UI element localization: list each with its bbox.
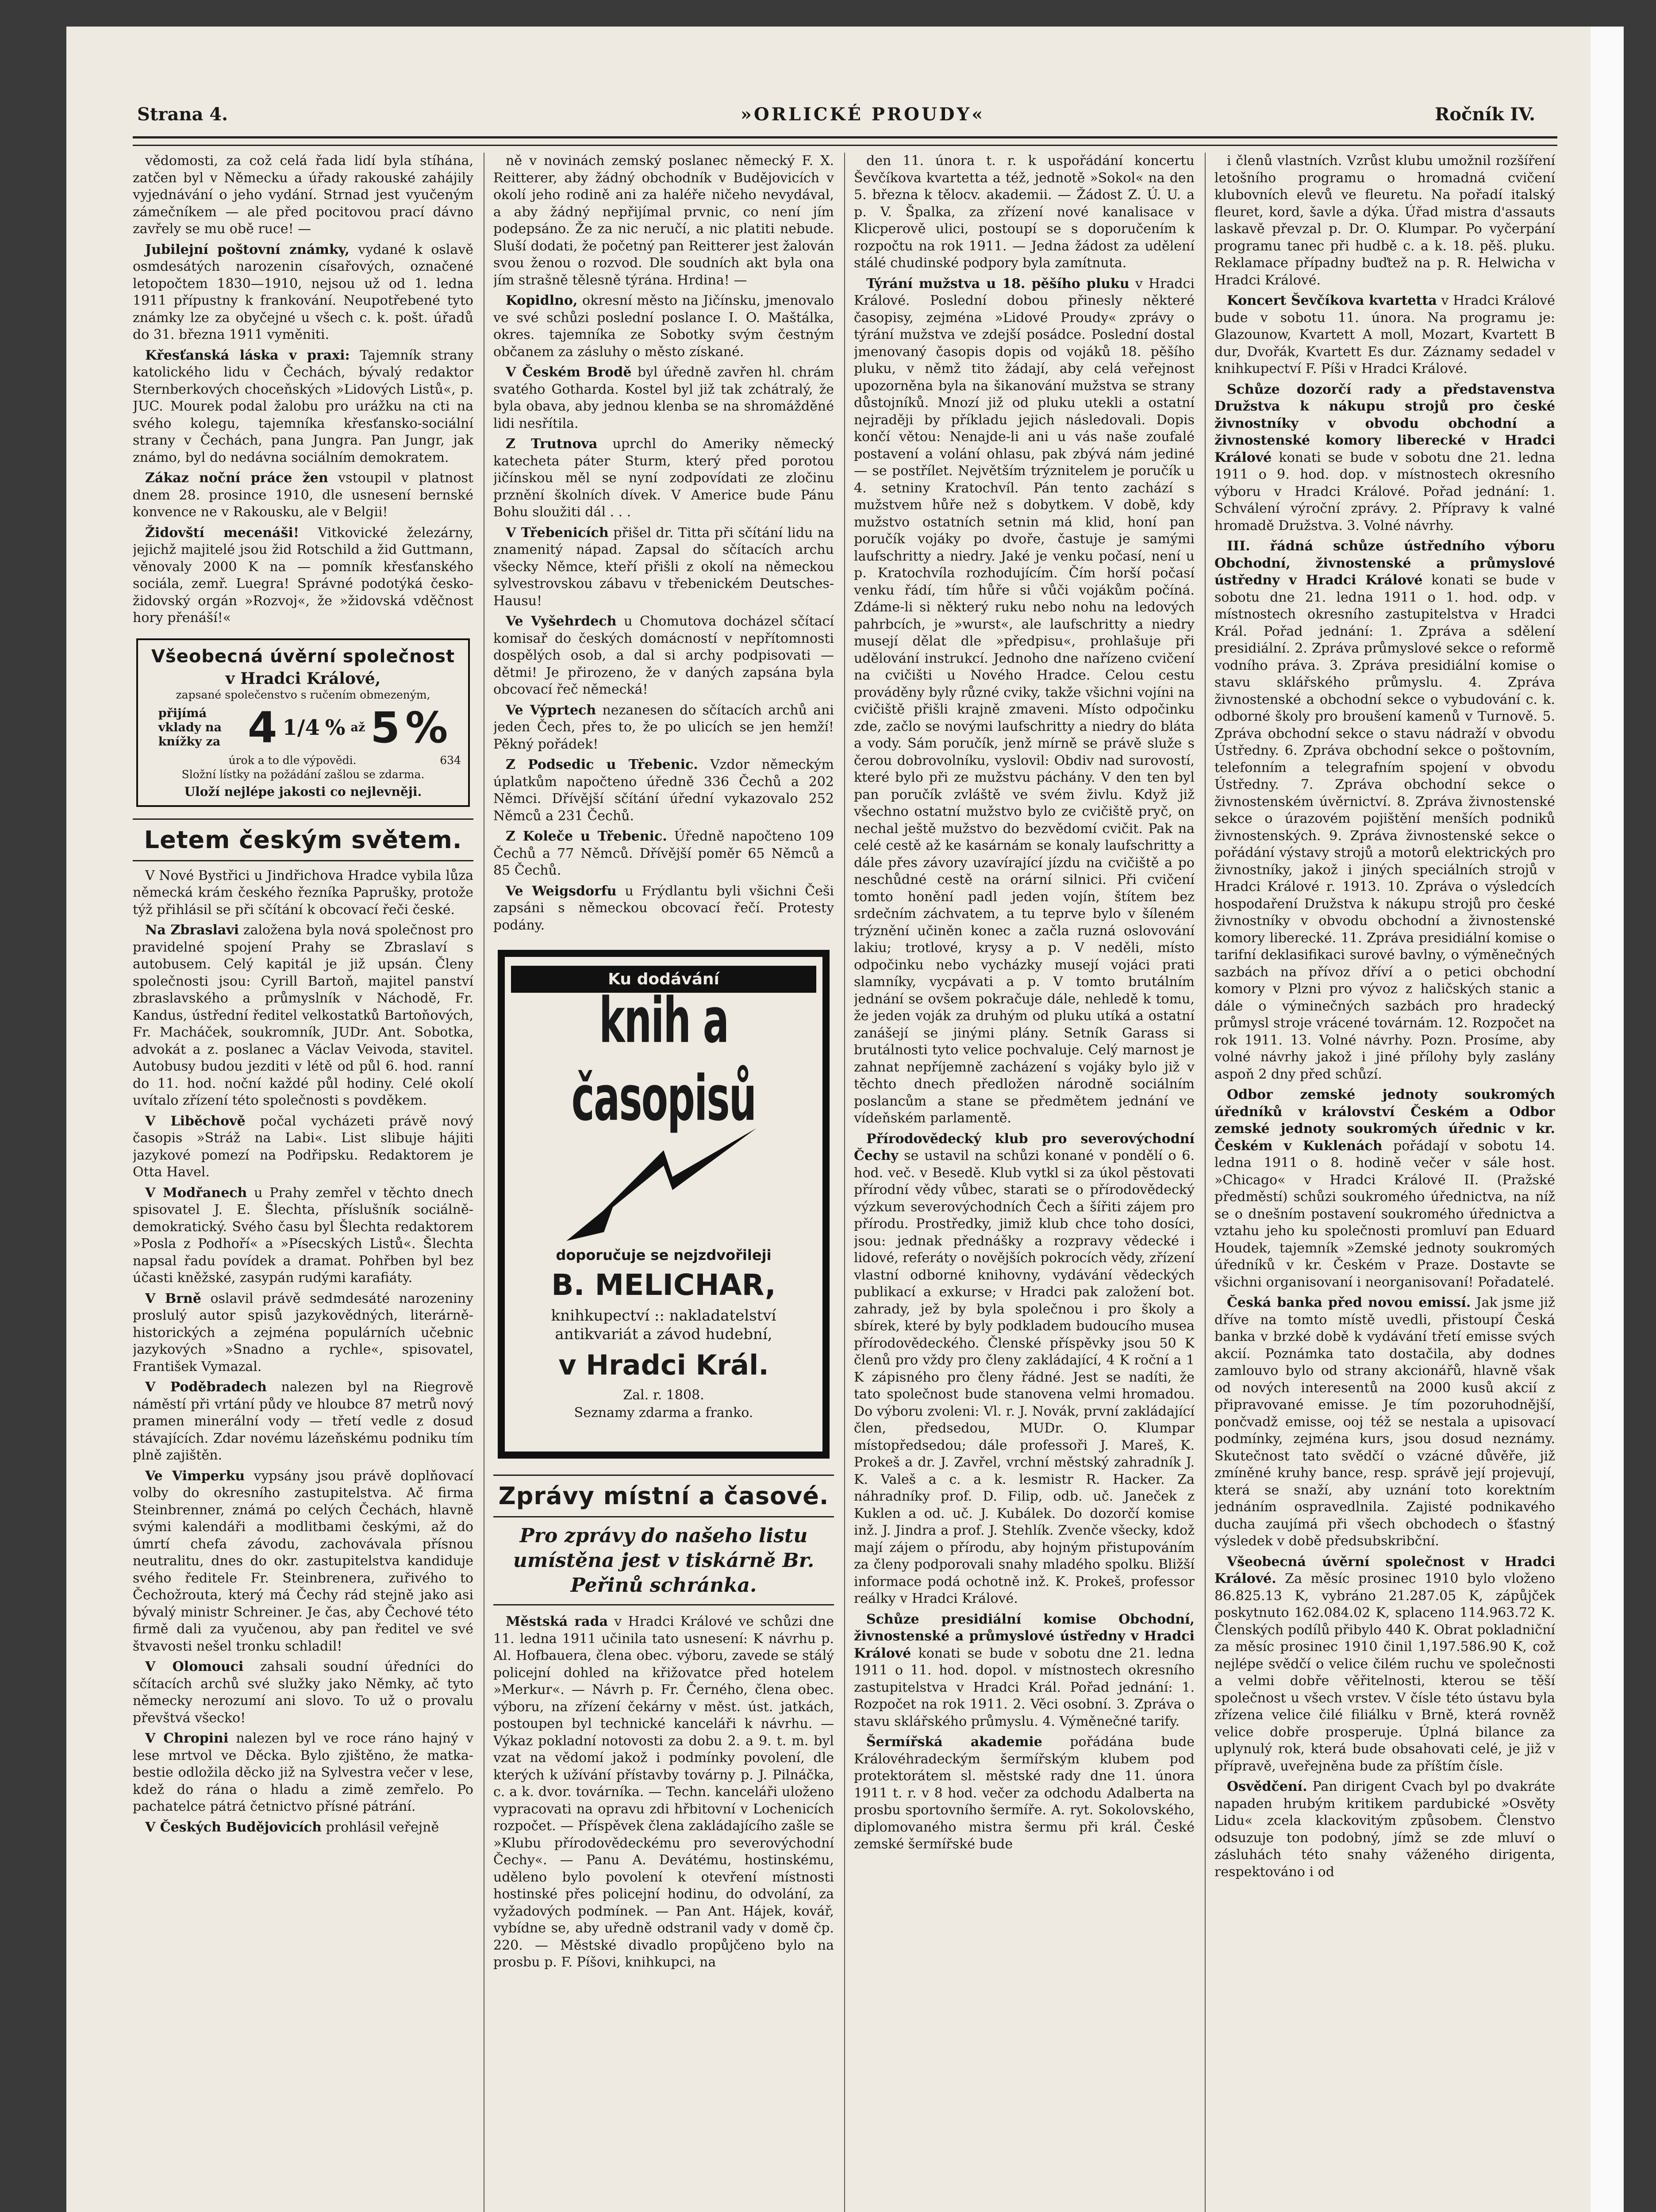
column-4 — [1214, 153, 1555, 2212]
news-paragraph — [1214, 1554, 1555, 1775]
interest-rate — [145, 703, 461, 753]
paragraph-text: v Hradci Králové bude v sobotu 11. února. Na programu je: Glazounow, Kvartett A moll, Mozart, Kvartett B dur, Dvořák, Kvartett Es dur. Záznamy sedadel v knihkupectví F. Píši v Hradci Králové. — [1214, 293, 1555, 376]
bank-ad-line1: zapsané společenstvo s ručením obmezeným, — [176, 688, 430, 701]
column-3-articles — [854, 153, 1195, 1853]
header-rule — [133, 136, 1557, 146]
column-2 — [493, 153, 834, 2212]
volume-number: Ročník IV. — [1435, 104, 1535, 125]
news-paragraph — [133, 242, 473, 344]
book-ad-bar: Ku dodávání — [511, 966, 816, 993]
paragraph-lead: Všeobecná úvěrní společnost v Hradci Králové. — [1214, 1554, 1555, 1586]
paragraph-text: u Prahy zemřel v těchto dnech spisovatel J. E. Šlechta, příslušník sociálně-demokratický. Svého času byl Šlechta redaktorem »Posla z Podhoří« a »Písecských Listů«. Šlechta napsal řadu povídek a dramat. Pohřben byl bez účasti kněžské, zasypán rudými karafiáty. — [133, 1185, 473, 1286]
book-ad-desc2: antikvariát a závod hudební, — [555, 1325, 772, 1343]
news-paragraph — [493, 613, 834, 699]
paragraph-text: Tajemník strany katolického lidu v Čechách, bývalý redaktor Sternberkových choceňských »Lidových Listů«, p. JUC. Mourek podal žalobu pro urážku na cti na svého kolegu, tajemníka křesťansko-sociální strany v Čechách, pana Jungra. Pan Jungr, jak známo, byl do nedávna sociálním demokratem. — [133, 347, 473, 465]
bookshop-advertisement — [498, 950, 830, 1459]
paragraph-lead: Kopidlno, — [506, 293, 578, 308]
paragraph-lead: Z Podsedic u Třebenic. — [506, 757, 698, 772]
news-paragraph — [133, 1113, 473, 1181]
paragraph-text: Pan dirigent Cvach byl po dvakráte napaden hrubým kritikem pardubické »Osvěty Lidu« zcela klackovitým způsobem. Členstvo odsuzuje ton podobný, jímž se zde mluví o zásluhách této snahy váženého dirigenta, respektováno i od — [1214, 1779, 1555, 1880]
news-paragraph — [493, 525, 834, 610]
paragraph-text: pořádána bude Královéhradeckým šermířským klubem pod protektorátem sl. městské rady dne 11. února 1911 t. r. v 8 hod. večer za odchodu Adalberta na prosbu sportovního šermíře. A. ryt. Sokolovského, diplomovaného mistra šermu při král. České zemské šermířské bude — [854, 1734, 1195, 1852]
paragraph-lead: Schůze presidiální komise Obchodní, živnostenské a průmyslové ústředny v Hradci Králové — [854, 1611, 1195, 1661]
paragraph-text: zahsali soudní úředníci do sčítacích archů své služky jako Němky, ač tyto německy nerozumí ani slovo. To už o provalu převštvá všecko! — [133, 1659, 473, 1726]
paragraph-text: Za měsíc prosinec 1910 bylo vloženo 86.825.13 K, vybráno 21.287.05 K, zápůjček poskytnuto 162.084.02 K, splaceno 114.963.72 K. Členských podílů přibylo 440 K. Obrat pokladniční za měsíc prosinec 1910 činil 1,197.586.90 K, což nejlépe svědčí o velice čilém ruchu ve společnosti a velmi dobře věřitelnosti, kterou se těší společnost u všech vrstev. V čísle této ústavu byla zřízena velice čilé filiálku v Brně, která rovněž velice dobře prosperuje. Úplná bilance za uplynulý rok, která bude obsahovati celé, je již v přípravě, uveřejněna bude za příštím čísle. — [1214, 1571, 1555, 1774]
page-number: Strana 4. — [137, 104, 228, 125]
rate-to-pct: % — [405, 703, 448, 753]
paragraph-lead: Koncert Ševčíkova kvartetta — [1227, 293, 1437, 308]
paragraph-text: vydané k oslavě osmdesátých narozenin císařových, označené letopočtem 1830—1910, nejsou už od 1. ledna 1911 přípustny k frankování. Neupotřebené tyto známky lze za obyčejné u všech c. k. pošt. úřadů do 31. března 1911 vyměniti. — [133, 242, 473, 342]
paragraph-text: nalezen byl na Riegrově náměstí při vrtání půdy ve hloubce 87 metrů nový pramen minerální vody — třetí vedle z dosud stávajících. Zdar novému lázeňskému podniku tím plně zajištěn. — [133, 1379, 473, 1463]
news-paragraph — [493, 702, 834, 753]
masthead-title: »ORLICKÉ PROUDY« — [740, 104, 985, 125]
paragraph-lead: V Modřanech — [145, 1185, 247, 1201]
news-paragraph — [1214, 1294, 1555, 1550]
paragraph-text: byl úředně zavřen hl. chrám svatého Gotharda. Kostel byl již tak zchátralý, že byla obava, aby jednou klenba se na shromážděné lidi nesřítila. — [493, 365, 834, 431]
paragraph-lead: Jubilejní poštovní známky, — [145, 242, 350, 257]
newspaper-page — [66, 27, 1624, 2212]
column-4-articles — [1214, 153, 1555, 1881]
news-paragraph — [133, 1290, 473, 1376]
news-paragraph — [133, 1185, 473, 1287]
news-paragraph — [133, 1379, 473, 1464]
paragraph-text: Úředně napočteno 109 Čechů a 77 Němců. Dřívější poměr 65 Němců a 85 Čechů. — [493, 829, 834, 878]
paragraph-text: V Nové Bystřici u Jindřichova Hradce vybila lůza německá krám českého řezníka Paprušky, protože týž přihlásil se při sčítání k obcovací řeči české. — [133, 868, 473, 918]
news-paragraph — [133, 525, 473, 627]
paragraph-lead: Ve Vyšehrdech — [506, 614, 617, 629]
paragraph-lead: V Českém Brodě — [506, 365, 632, 380]
paragraph-lead: Ve Vimperku — [145, 1468, 245, 1484]
paragraph-text: nezanesen do sčítacích archů ani jeden Čech, přes to, že po ulicích se jen hemží! Pěkný pořádek! — [493, 702, 834, 752]
news-paragraph — [1214, 292, 1555, 378]
paragraph-text: Jak jsme již dříve na tomto místě uvedli, přistoupí Česká banka v brzké době k vydávání třetí emisse svých akcií. Poznámka tato dostačila, aby dodnes zamlouvo bylo od strany akcionářů, hlavně však od nových interesentů na 2000 kusů akcií z připravované emisse. Je tím pozoruhodnější, pončvadž emisse, ooj též se nestala a upisovací podmínky, zejména kurs, jsou dosud neznámy. Skutečnost tato svědčí o vzácné důvěře, již zmíněné kruhy bance, resp. správě její projevují, která se snaží, aby uznání toto korektním jednáním ospravedlnila. Zajisté podnikavého ducha zaujímá při všech obchodech o šťastný výsledek v době předsubskribční. — [1214, 1295, 1555, 1549]
paragraph-lead: III. řádná schůze ústředního výboru Obchodní, živnostenské a průmyslové ústředny v Hradci Králové — [1214, 538, 1555, 588]
paragraph-text: počal vycházeti právě nový časopis »Stráž na Labi«. List slibuje hájiti jazykové pomezí na Podřipsku. Redaktorem je Otta Havel. — [133, 1113, 473, 1180]
paragraph-lead: Městská rada — [506, 1614, 608, 1629]
paper-edge — [1591, 27, 1624, 2212]
paragraph-lead: Židovští mecenáši! — [145, 525, 300, 541]
book-ad-founded: Zal. r. 1808. — [623, 1387, 704, 1403]
rate-pct: % — [325, 715, 346, 740]
column-3 — [854, 153, 1195, 2212]
paragraph-lead: V Liběchově — [145, 1113, 246, 1129]
rate-from: 4 — [247, 703, 277, 753]
bank-ad-city: v Hradci Králové, — [225, 669, 381, 688]
paragraph-lead: Týrání mužstva u 18. pěšího pluku — [866, 276, 1130, 292]
paragraph-text: konati se bude v sobotu dne 21. ledna 1911 o 1. hod. odp. v místnostech okresního zastupitelstva v Hradci Král. Pořad jednání: 1. Zpráva a sdělení presidiální. 2. Zpráva průmyslové sekce o reformě vodního práva. 3. Zpráva presidiální komise o stavu sklářského průmyslu. 4. Zpráva živnostenské a obchodní sekce o vybudování c. k. odborné školy pro broušení kamenů v Turnově. 5. Zpráva obchodní sekce o stavu nádraží v obvodu Ústředny. 6. Zpráva obchodní sekce o poštovním, telefonním a telegrafním spojení v obvodu Ústředny. 7. Zpráva obchodní sekce o živnostenském úvěrnictví. 8. Zpráva živnostenské sekce o úrazovém pojištění menších podniků živnostenských. 9. Zpráva živnostenské sekce o pořádání výstavy strojů a motorů elektrických pro živnostníky, jakož i jiných speciálních strojů v Hradci Králové r. 1913. 10. Zpráva o výsledcích hospodaření Družstva k nákupu strojů pro české živnostníky v obvodu obchodní a živnostenské komory liberecké. 11. Zpráva presidiální komise o tarifní deklasifikaci surové bavlny, o výměnečných sazbách na přívoz dříví a o petici obchodní komory v Plzni pro vývoz z haličských stanic a dále o výminečných sazbách pro hradecký průmysl stroje vrácené továrnám. 12. Rozpočet na rok 1911. 13. Volné návrhy. Pozn. Prosíme, aby volné návrhy jakož i jiné přílohy byly zaslány aspoň 2 dny před schůzí. — [1214, 572, 1555, 1082]
paragraph-text: ně v novinách zemský poslanec německý F. X. Reitterer, aby žádný obchodník v Budějovicích v okolí jeho rodině ani za haléře ničeho nevydával, a aby žádný nepřijímal prvnic, co není jím podepsáno. Že za nic neručí, a nic platiti nebude. Sluší dodati, že početný pan Reitterer jest žalován svou ženou o rozvod. Dle soudních akt byla ona jím strašně tělesně týrána. Hrdina! — — [493, 153, 834, 288]
paragraph-lead: V Chropini — [145, 1731, 229, 1746]
news-paragraph — [854, 276, 1195, 1127]
paragraph-lead: Česká banka před novou emissí. — [1227, 1295, 1471, 1310]
news-paragraph — [493, 883, 834, 934]
paragraph-text: Vitkovické železárny, jejichž majitelé jsou žid Rotschild a žid Guttmann, věnovaly 2000 K na — pomník křesťanského sociála, zemř. Luegra! Správné podotýká česko-židovský orgán »Rozvoj«, že »židovská vděčnost hory přenáší!« — [133, 525, 473, 626]
book-ad-headline: knih a časopisů — [571, 984, 756, 1135]
book-ad-catalog: Seznamy zdarma a franko. — [574, 1405, 753, 1421]
paragraph-text: pořádají v sobotu 14. ledna 1911 o 8. hodině večer v sále host. »Chicago« v Hradci Králové II. (Pražské předměstí) schůzi soukromého úřednictva, na níž se o dnešním postavení soukromého úřednictva a vztahu jeho ku společnosti promluví pan Eduard Houdek, tajemník »Zemské jednoty soukromých úředníků v kr. Českém v Praze. Dostavte se všichni organisovaní i neorganisovaní! Pořadatelé. — [1214, 1138, 1555, 1290]
paragraph-text: v Hradci Králové. Poslední dobou přinesly některé časopisy, zejména »Lidové Proudy« zprávy o týrání mužstva ve zdejší posádce. Poslední dostal jmenovaný časopis dopis od vojáků 18. pěšího pluku, v němž tito žádají, aby celá veřejnost upozorněna byla na šikanování mužstva se strany důstojníků. Mnozí již od pluku utekli a ostatní nejraději by příkladu jejich následovali. Dopis končí větou: Nenajde-li ani u vás naše zoufalé postavení a volání ohlasu, pak zbývá nám jediné — se postřílet. Největším trýznitelem je poručík u 4. setniny Kratochvíl. Pán tento zachází s mužstvem hůře než s dobytkem. V době, kdy mužstvo ostatních setnin má klid, honí pan poručík vojáky po dvoře, častuje je samými laufschritty a niedry. Jaké je venku počasí, není u p. Kratochvíla rozhodujícím. Čím horší počasí venku řádí, tím hůře si vůči vojákům počíná. Zdáme-li si některý ruku nebo nohu na ledových pahrbcích, je »wurst«, ale laufschritty a niedry musejí dělat dle »předpisu«, prohlašuje při udělování instrukcí. Jednoho dne nařízeno cvičení na cvičišti u Nového Hradce. Celou cestu prováděny byly různé cviky, takže všichni vojíni na cvičiště přišli krajně zmaveni. Místo odpočinku zde, začlo se novými laufschritty a niedry do bláta a vody. Sám poručík, jenž mírně se právě služe s čerou dobrovolníku, vyslovil: Obdiv nad surovostí, které bylo při ze mužstvu páchány. V den ten byl pan poručík zvláště ve svém živlu. Když již všechno ostatní mužstvo bylo ze cvičiště pryč, on nechal ještě mužstvo do bezvědomí cvičit. Pak na celé cestě až ke kasárnám se konaly laufschritty a dále přes závory uzavírající jízdu na cvičiště a po neschůdné cestě na orární silnici. Při cvičení tomto honění padl jeden vojín, štítem bez srdečním záchvatem, a tu teprve bylo v šíleném trýznění učiněn konec a začla ruzná oslovování lakiu; trotlové, krysy a p. V neděli, místo odpočinku nebo vycházky musejí vojáci prati slamníky, vycpávati a p. V tomto brutálním jednání se ovšem pokračuje dále, nehledě k tomu, že jeden voják za druhým od pluku utíká a ostatní zanášejí se jinými plány. Setník Garass si brutálnosti tyto velice pochvaluje. Celý marnost je zahnat nepříjemně zacházení s vojáky bylo již v těchto dnech předložen národně sociálním poslancům a stane se předmětem jednání ve vídeňském parlamentě. — [854, 276, 1195, 1126]
paragraph-lead: V Českých Budějovicích — [145, 1819, 322, 1835]
paragraph-lead: Odbor zemské jednoty soukromých úředníků v království Českém a Odbor zemské jednoty soukromých úřednic v kr. Českém v Kuklenách — [1214, 1087, 1555, 1154]
paragraph-lead: Na Zbraslavi — [145, 922, 239, 938]
paragraph-lead: Ve Výprtech — [506, 702, 596, 718]
column-1-articles — [133, 153, 473, 627]
bank-ad-motto: Uloží nejlépe jakosti co nejlevněji. — [184, 784, 422, 799]
book-ad-city: v Hradci Král. — [558, 1349, 769, 1381]
paragraph-lead: Zákaz noční práce žen — [145, 470, 328, 486]
paragraph-text: okresní město na Jičínsku, jmenovalo ve své schůzi poslední poslance I. O. Maštálka, okres. tajemníka ze Sobotky svým čestným občanem za zásluhy o město získané. — [493, 293, 834, 360]
news-paragraph — [133, 1819, 473, 1836]
book-ad-desc1: knihkupectví :: nakladatelství — [551, 1307, 776, 1325]
news-paragraph — [133, 1468, 473, 1655]
paragraph-text: konati se bude v sobotu dne 21. ledna 1911 o 9. hod. dop. v místnostech okresního výboru v Hradci Králové. Pořad jednání: 1. Schválení výroční zprávy. 2. Přípravy k valné hromadě Družstva. 3. Volné návrhy. — [1214, 449, 1555, 534]
news-paragraph — [854, 1131, 1195, 1608]
column-2-local-news — [493, 1613, 834, 1971]
bank-ad-terms: úrok a to dle výpovědi. — [228, 753, 357, 767]
rate-fraction: 1/4 — [282, 715, 320, 740]
paragraph-text: Vzdor německým úplatkům napočteno úředně 336 Čechů a 202 Němci. Dřívější sčítání úřední vykazovalo 252 Němců a 231 Čechů. — [493, 757, 834, 824]
paragraph-text: v Hradci Králové ve schůzi dne 11. ledna 1911 učinila tato usnesení: K návrhu p. Al. Hofbauera, člena obec. výboru, zavede se stálý policejní dohled na křižovatce před hotelem »Merkur«. — Návrh p. Fr. Černého, člena obec. výboru, na zřízení čekárny v měst. úst. jatkách, postoupen byl technické kanceláři k návrhu. — Výkaz pokladní notovosti za dobu 2. a 9. t. m. byl vzat na vědomí jakož i podmínky povolení, dle kterých k užívání přístavby továrny p. J. Pilnáčka, c. a k. dvor. továrníka. — Techn. kanceláři uloženo vypracovati na opravu zdi hřbitovní v Lochenicích rozpočet. — Příspěvek člena zakládajícího zašle se »Klubu přírodovědeckému pro severovýchodní Čechy«. — Panu A. Devátému, hostinskému, uděleno bylo povolení k otevření místnosti hostinské přes policejní hodinu, do odvolání, za vyžadových podmínek. — Pan Ant. Hájek, kovář, vybídne se, aby uředně odstranil vady v domě čp. 220. — Městské divadlo propůjčeno bylo na prosbu p. F. Píšovi, knihkupci, na — [493, 1614, 834, 1970]
rate-to: 5 — [370, 703, 400, 753]
paragraph-text: vypsány jsou právě doplňovací volby do okresního zastupitelstva. Ač firma Steinbrenner, známá po celých Čechách, hlavně svými kalendáři a modlitbami českými, až do úmrtí chefa závodu, zachovávala přísnou neutralitu, dnes do okr. zastupitelstva kandiduje svého ředitele Fr. Steinbrenera, zuřivého to Čechožrouta, který má Čechy rád stejně jako asi bývalý ministr Schreiner. Je čas, aby Čechové této firmě dali za vyučenou, aby pan ředitel ve své štvavosti nešel tronku schladil! — [133, 1468, 473, 1654]
news-paragraph — [133, 1730, 473, 1816]
column-2-articles — [493, 153, 834, 934]
paragraph-text: prohlásil veřejně — [321, 1819, 439, 1835]
news-paragraph — [854, 153, 1195, 272]
bank-ad-line3: Složní lístky na požádání zašlou se zdarma. — [181, 768, 425, 781]
news-paragraph — [1214, 381, 1555, 535]
paragraph-text: přišel dr. Titta při sčítání lidu na znamenitý nápad. Zapsal do sčítacích archu všecky Němce, kteří přišli z okolí na německou sylvestrovskou zábavu v třebenickém Deutsches-Hausu! — [493, 525, 834, 609]
news-paragraph — [854, 1611, 1195, 1731]
paragraph-text: den 11. února t. r. k uspořádání koncertu Ševčíkova kvartetta a též, jednotě »Sokol« na den 5. března k tělocv. akademii. — Žádost Z. Ú. U. a p. V. Špalka, za zřízení nové kanalisace v Klicperově ulici, postoupí se s doporučením k rozpočtu na rok 1911. — Jedna žádost za udělení stálé chudinské podpory byla zamítnuta. — [854, 153, 1195, 271]
news-paragraph — [854, 1734, 1195, 1853]
paragraph-lead: Křesťanská láska v praxi: — [145, 347, 350, 363]
book-ad-recommend: doporučuje se nejzdvořileji — [556, 1247, 772, 1263]
paragraph-lead: Z Trutnova — [506, 436, 598, 452]
bank-ad-line2 — [145, 753, 461, 768]
mailbox-notice: Pro zprávy do našeho listu umístěna jest v tiskárně Br. Peřinů schránka. — [493, 1524, 834, 1605]
column-1-news — [133, 868, 473, 1836]
paragraph-text: uprchl do Ameriky německý katecheta páter Sturm, který před porotou jičínskou měl se nyní zodpovídati ze zločinu prznění školních dívek. V Americe bude Pánu Bohu sloužiti dál . . . — [493, 436, 834, 520]
news-paragraph — [493, 153, 834, 289]
news-paragraph — [133, 1659, 473, 1727]
paragraph-text: nalezen byl ve roce ráno hajný v lese mrtvol ve Děcka. Bylo zjištěno, že matka-bestie odložila děcko již na Sylvestra večer v lese, kdež do rána o hladu a zimě zemřelo. Po pachatelce pátrá četnictvo přísné pátrání. — [133, 1731, 473, 1814]
paragraph-lead: Z Koleče u Třebenic. — [506, 829, 667, 844]
news-paragraph — [493, 436, 834, 521]
news-paragraph — [1214, 1778, 1555, 1881]
paragraph-lead: Schůze dozorčí rady a představenstva Družstva k nákupu strojů pro české živnostníky v obvodu obchodní a živnostenské komory liberecké v Hradci Králové — [1214, 381, 1555, 465]
bank-advertisement — [136, 638, 470, 807]
paragraph-lead: Šermířská akademie — [866, 1734, 1042, 1750]
news-paragraph — [493, 1613, 834, 1971]
news-paragraph — [133, 922, 473, 1110]
paragraph-lead: Přírodovědecký klub pro severovýchodní Čechy — [854, 1131, 1195, 1164]
news-paragraph — [1214, 538, 1555, 1083]
news-paragraph — [493, 757, 834, 825]
news-paragraph — [493, 828, 834, 879]
paragraph-text: konati se bude v sobotu dne 21. ledna 1911 o 11. hod. dopol. v místnostech okresního zastupitelstva v Hradci Král. Pořad jednání: 1. Rozpočet na rok 1911. 2. Věci osobní. 3. Zpráva o stavu sklářského průmyslu. 4. Výměnečné tarify. — [854, 1645, 1195, 1729]
paragraph-lead: Ve Weigsdorfu — [506, 883, 617, 899]
paragraph-text: u Frýdlantu byli všichni Češi zapsáni s německou obcovací řečí. Protesty podány. — [493, 883, 834, 933]
bank-ad-ref: 634 — [440, 753, 461, 767]
column-1 — [133, 153, 473, 2212]
rate-mid: až — [350, 720, 365, 734]
bank-ad-accept: přijímá vklady na knížky za — [158, 706, 222, 749]
columns — [133, 153, 1571, 2212]
news-paragraph — [133, 347, 473, 467]
book-ad-name: B. MELICHAR, — [551, 1268, 776, 1302]
bank-ad-title: Všeobecná úvěrní společnost — [151, 646, 455, 667]
paragraph-text: u Chomutova docházel sčítací komisař do českých domácností v nepřítomnosti dospělých osob, a dal si archy podpisovati — dětmi! Je přirozeno, že v daných zapsána byla obcovací řeč německá! — [493, 614, 834, 697]
news-paragraph — [133, 153, 473, 238]
paragraph-lead: V Brně — [145, 1290, 201, 1306]
news-paragraph — [133, 868, 473, 919]
paragraph-lead: V Poděbradech — [145, 1379, 267, 1395]
news-paragraph — [1214, 1087, 1555, 1291]
paragraph-text: i členů vlastních. Vzrůst klubu umožnil rozšíření letošního programu o hromadná cvičení klubovních elevů ve fleuretu. Na pořadí italský fleuret, kord, šavle a dýka. Úřad mistra d'assauts laskavě převzal p. Dr. O. Klumpar. Po vyčerpání programu tanec při hudbě c. a k. 18. pěš. pluku. Reklamace případny buďtež na p. R. Helwicha v Hradci Králové. — [1214, 153, 1555, 288]
paragraph-lead: Osvědčení. — [1227, 1779, 1307, 1794]
paragraph-lead: V Třebenicích — [506, 525, 609, 541]
paragraph-text: založena byla nová společnost pro pravidelné spojení Prahy se Zbraslaví s autobusem. Celý kapitál je již upsán. Členy společnosti jsou: Cyrill Bartoň, majitel panství zbraslavského a průmyslník v Náchodě, Fr. Kandus, ústřední ředitel velkostatků Bartoňových, Fr. Macháček, soukromník, JUDr. Ant. Sobotka, advokát a z. poslanec a Václav Veivoda, stavitel. Autobusy budou jezditi v létě od půl 6. hod. ranní do 11. hod. noční každé půl hodiny. Celé okolí uvítalo zřízení této společnosti s povděkem. — [133, 922, 473, 1108]
news-paragraph — [493, 364, 834, 432]
news-paragraph — [493, 292, 834, 361]
paragraph-text: se ustavil na schůzi konané v pondělí o 6. hod. več. v Besedě. Klub vytkl si za úkol pěstovati přírodní vědy vůbec, starati se o přírodovědecký výzkum severovýchodních Čech a šířiti zájem pro přírodu. Prostředky, jimiž klub chce toho dosíci, jsou: jednak přednášky a rozpravy vědecké i lidové, referáty o novějších pokrocích vědy, zřízení vlastní odborné knihovny, vydávání vědeckých publikací a exkurse; v Hradci pak založení bot. zahrady, jež by byla společnou i pro školy a sbírek, které by byly podkladem budoucího musea přírodovědeckého. Členské příspěvky jsou 50 K členů pro vždy pro členy zakládající, 4 K roční a 1 K zápisného pro členy řádné. Jest se nadíti, že tato společnost bude stanovena velmi hromadou. Do výboru zvoleni: Vl. r. J. Novák, první zakládající člen, předsedou, MUDr. O. Klumpar místopředsedou; dále professoři J. Mareš, K. Prokeš a dr. J. Zavřel, vrchní městský zahradník J. K. Valeš a c. a k. lesmistr R. Hacker. Za náhradníky prof. D. Filip, odb. uč. Janeček z Kuklen a od. uč. J. Kubálek. Do dozorčí komise inž. J. Jindra a prof. J. Stehlík. Zvenče všecky, kdož mají zájem o přírodu, aby hojným přistupováním za členy podporovali snahy mladého spolku. Bližší informace podá ochotně inž. K. Prokeš, professor reálky v Hradci Králové. — [854, 1148, 1195, 1606]
news-paragraph — [133, 470, 473, 521]
paragraph-lead: V Olomouci — [145, 1659, 244, 1674]
paragraph-text: vstoupil v platnost dnem 28. prosince 1910, dle usnesení bernské konvence ne v Rakousku, ale v Belgii! — [133, 470, 473, 520]
news-paragraph — [1214, 153, 1555, 289]
paragraph-text: vědomosti, za což celá řada lidí byla stíhána, zatčen byl v Německu a úřady rakouské zahájily vyjednávání o jeho vydání. Strnad jest vyučeným zámečníkem — ale před pocitovou prací dávno zavřely se mu obě ruce! — — [133, 153, 473, 237]
section-title-letem: Letem českým světem. — [133, 818, 473, 861]
paragraph-text: oslavil právě sedmdesáté narozeniny proslulý autor spisů jazykovědných, literárně-historických a zejména populárních učebnic jazykových »Snadno a rychle«, spisovatel, František Vymazal. — [133, 1290, 473, 1375]
section-title-zpravy: Zprávy místní a časové. — [493, 1475, 834, 1517]
